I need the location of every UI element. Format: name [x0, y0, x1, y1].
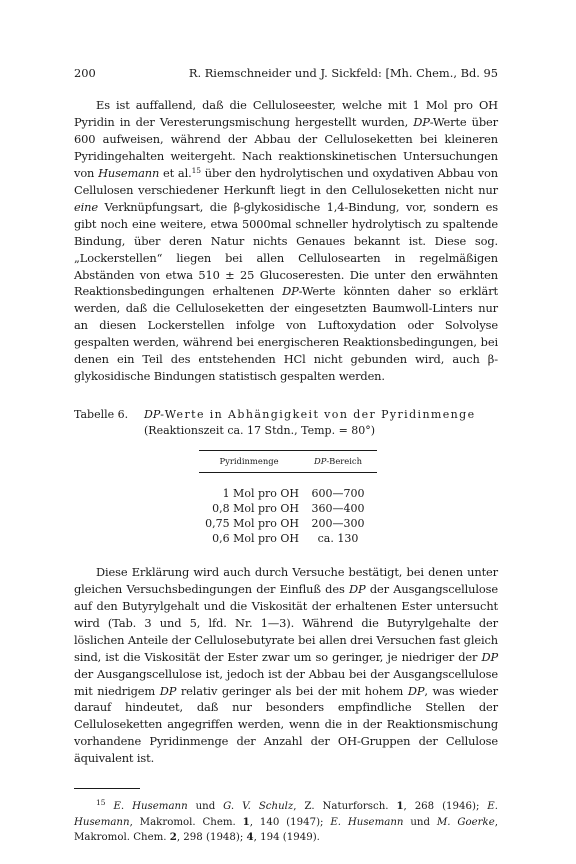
- footnote-15: [74, 799, 498, 846]
- text-run: Diese Erklärung wird auch durch Versuche bestätigt, bei denen unter gleichen Versuchsbedingungen der Einfluß des: [74, 564, 498, 596]
- text-run: , 298 (1948);: [176, 832, 247, 844]
- table-header-rule: [199, 472, 377, 473]
- text-run: , 194 (1949).: [253, 832, 320, 844]
- cell-amount: 0,6 Mol pro OH: [212, 531, 299, 545]
- dp-abbrev: DP: [348, 581, 366, 596]
- footnote-number: 15: [96, 798, 106, 808]
- text-run: -Werte über 600 aufweisen, während der Abbau der Celluloseketten bei kleineren Pyridingehalten weitergeht. Nach reaktionskinetischen Untersuchungen von: [74, 114, 499, 180]
- table-subtitle: (Reaktionszeit ca. 17 Stdn., Temp. = 80°): [144, 423, 376, 437]
- text-run: , Makromol. Chem.: [129, 816, 243, 828]
- table-row: [199, 502, 377, 517]
- text-run: , 140 (1947);: [249, 816, 331, 828]
- column-header-pyridinmenge: Pyridinmenge: [219, 456, 279, 467]
- volume-number: 4: [246, 831, 254, 844]
- table-row: [199, 532, 377, 547]
- author-name: G. V. Schulz: [223, 801, 294, 813]
- text-run: -Werte könnten daher so erklärt werden, daß die Celluloseketten der eingesetzten Baumwoll-Linters nur an diesen Lockerstellen infolge von Luftoxydation oder Solvolyse gespalten werden, während bei energischeren Reaktionsbedingungen, bei denen ein Teil des entstehenden HCl nicht gebunden wird, auch β-glykosidische Bindungen statistisch gespalten werden.: [74, 284, 498, 384]
- dp-abbrev: DP: [413, 114, 430, 129]
- table-title-text: -Werte in Abhängigkeit von der Pyridinmenge: [160, 408, 476, 422]
- text-run: , was wieder darauf hindeutet, daß nur besonders empfindliche Stellen der Celluloseketten angegriffen werden, wenn die in der Reaktionsmischung vorhandene Pyridinmenge der Anzahl der OH-Gruppen der Cellulose äquivalent ist.: [74, 683, 498, 766]
- text-run: , 268 (1946);: [403, 801, 488, 813]
- body-paragraph-1: [74, 97, 498, 385]
- column-header-dp-bereich: [299, 456, 377, 466]
- dp-abbrev: DP: [144, 408, 161, 422]
- table-title-block: [144, 407, 476, 438]
- table-title: [144, 408, 476, 421]
- cell-amount: 0,8 Mol pro OH: [212, 502, 299, 516]
- table-body: [199, 487, 377, 547]
- table-label: Tabelle 6.: [74, 408, 129, 422]
- cell-amount: 1 Mol pro OH: [222, 487, 299, 501]
- running-title: R. Riemschneider und J. Sickfeld: [Mh. Chem., Bd. 95: [188, 66, 498, 80]
- dp-abbrev: DP: [313, 456, 327, 467]
- table-caption: [74, 407, 498, 438]
- page-number: 200: [74, 66, 96, 80]
- table-row: [199, 517, 377, 532]
- footnote-marker: 15: [191, 165, 201, 175]
- dp-abbrev: DP: [407, 683, 425, 698]
- text-run: der Ausgangscellulose auf den Butyrylgehalt und die Viskosität der erhaltenen Ester untersucht wird (Tab. 3 und 5, lfd. Nr. 1—3). Während die Butyrylgehalte der löslichen Anteile der Cellulosebutyrate bei allen drei Versuchen fast gleich sind, ist die Viskosität der Ester zwar um so geringer, je niedriger der: [74, 581, 499, 664]
- dp-abbrev: DP: [481, 649, 498, 664]
- text-run: , Z. Naturforsch.: [293, 801, 397, 813]
- table-header-row: [199, 451, 377, 472]
- journal-page: [74, 66, 498, 846]
- text-run: relativ geringer als bei der mit hohem: [176, 683, 408, 698]
- cell-range: 600—700: [311, 487, 365, 501]
- text-run: Verknüpfungsart, die β-glykosidische 1,4-Bindung, vor, sondern es gibt noch eine weitere, etwa 5000mal schneller hydrolytisch zu spaltende Bindung, über deren Natur nichts Genaues bekannt ist. Diese sog. „Lockerstellen“ liegen bei allen Cellulosearten in regelmäßigen Abständen von etwa 510 ± 25 Glucoseresten. Die unter den erwähnten Reaktionsbedingungen erhaltenen: [74, 199, 498, 299]
- text-run: , Makromol. Chem.: [74, 816, 498, 844]
- footnote-rule: [74, 788, 140, 789]
- dp-table: [199, 450, 377, 547]
- author-name: Husemann: [98, 165, 160, 180]
- volume-number: 1: [396, 800, 404, 813]
- text-run: und: [187, 801, 224, 813]
- text-run: Es ist auffallend, daß die Celluloseester, welche mit 1 Mol pro OH Pyridin in der Veresterungsmischung hergestellt wurden,: [74, 98, 498, 129]
- cell-range: 200—300: [311, 517, 365, 531]
- dp-abbrev: DP: [282, 284, 299, 299]
- cell-range: 360—400: [311, 502, 365, 516]
- volume-number: 1: [242, 815, 250, 828]
- text-run: und: [403, 816, 437, 828]
- author-name: E. Husemann: [74, 801, 498, 828]
- text-run: et al.: [159, 165, 192, 180]
- author-name: M. Goerke: [436, 816, 495, 828]
- table-row: [199, 487, 377, 502]
- text-run: über den hydrolytischen und oxydativen Abbau von Cellulosen verschiedener Herkunft liegt in den Celluloseketten nicht nur: [74, 165, 499, 197]
- body-paragraph-2: [74, 564, 498, 767]
- volume-number: 2: [169, 831, 177, 844]
- author-name: E. Husemann: [330, 816, 404, 828]
- author-name: E. Husemann: [113, 801, 188, 813]
- emphasis: eine: [74, 199, 98, 214]
- header-text: -Bereich: [326, 456, 363, 467]
- dp-abbrev: DP: [159, 683, 177, 698]
- cell-amount: 0,75 Mol pro OH: [205, 517, 299, 531]
- page-header: [74, 66, 498, 84]
- text-run: der Ausgangscellulose ist, jedoch ist der Abbau bei der Ausgangscellulose mit niedrigem: [74, 666, 498, 698]
- cell-range: ca. 130: [317, 531, 359, 545]
